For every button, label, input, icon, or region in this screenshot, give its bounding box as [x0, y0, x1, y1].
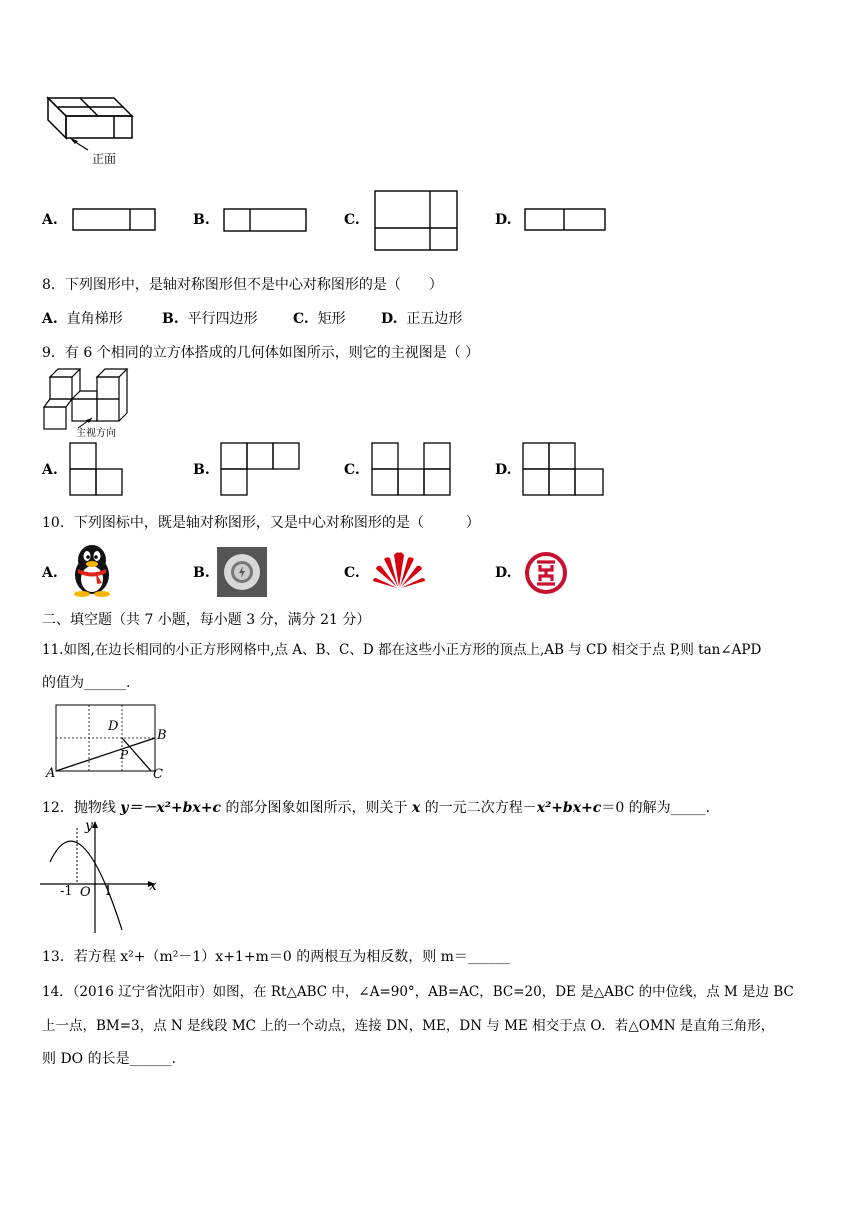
q11-point-d: D	[108, 719, 119, 734]
q9-direction-label: 主视方向	[76, 428, 116, 439]
q7-option-a-figure	[72, 208, 158, 232]
q9-option-b-label: B.	[193, 462, 210, 478]
section2-title: 二、填空题（共 7 小题，每小题 3 分，满分 21 分）	[42, 612, 371, 628]
q8-option-b-label: B.	[162, 311, 179, 327]
q10-option-a-penguin-icon	[66, 543, 118, 597]
q12-prefix: 12．抛物线	[42, 800, 121, 816]
q14-line2: 上一点，BM=3，点 N 是线段 MC 上的一个动点，连接 DN，ME，DN 与 ME 相交于点 O．若△OMN 是直角三角形，	[42, 1018, 775, 1034]
q9-option-d-label: D.	[495, 462, 512, 478]
q12-suffix: ＝0 的解为_____.	[601, 800, 711, 816]
q8-option-b	[162, 308, 258, 328]
q12-tick-1: 1	[104, 884, 113, 899]
q8-option-d-text: 正五边形	[406, 311, 463, 327]
q7-option-c-label: C.	[344, 212, 360, 228]
q8-option-a	[42, 308, 123, 328]
q12-mid: 的部分图象如图所示，则关于	[221, 800, 412, 816]
q9-option-d-figure	[522, 442, 606, 498]
q12-axis-x-label: x	[149, 878, 157, 894]
q11-line1: 11.如图,在边长相同的小正方形网格中,点 A、B、C、D 都在这些小正方形的顶点上,AB 与 CD 相交于点 P,则 tan∠APD	[42, 642, 762, 658]
q12-tick-neg1: -1	[60, 884, 73, 899]
q10-option-d-bank-logo-icon	[524, 551, 568, 595]
q7-option-a-label: A.	[42, 212, 58, 228]
q11-point-a: A	[46, 766, 56, 781]
q10-stem: 10．下列图标中，既是轴对称图形，又是中心对称图形的是（ ）	[42, 515, 480, 531]
q9-stem: 9．有 6 个相同的立方体搭成的几何体如图所示，则它的主视图是（ ）	[42, 345, 480, 361]
q10-option-a-label: A.	[42, 565, 58, 581]
q8-option-b-text: 平行四边形	[187, 311, 258, 327]
q9-option-c-figure	[371, 442, 453, 498]
q14-line1: 14．（2016 辽宁省沈阳市）如图，在 Rt△ABC 中，∠A=90°，AB=AC，BC=20，DE 是△ABC 的中位线，点 M 是边 BC	[42, 984, 794, 1000]
q8-option-d-label: D.	[381, 311, 398, 327]
q7-option-b-label: B.	[193, 212, 210, 228]
q7-front-label: 正面	[92, 152, 117, 166]
q8-option-d	[381, 308, 462, 328]
q10-option-c-label: C.	[344, 565, 360, 581]
q9-option-a-label: A.	[42, 462, 58, 478]
q12-stem	[42, 797, 710, 817]
q10-option-b-disc-icon	[216, 546, 268, 598]
q11-point-b: B	[157, 728, 167, 743]
q9-option-b-figure	[220, 442, 302, 498]
q9-option-a-figure	[69, 442, 125, 498]
q9-option-c-label: C.	[344, 462, 360, 478]
q14-line3: 则 DO 的长是______.	[42, 1051, 177, 1067]
q11-point-p: P	[120, 748, 129, 762]
q10-option-c-huawei-icon	[372, 549, 426, 589]
q12-mid2: 的一元二次方程－	[420, 800, 537, 816]
q10-option-d-label: D.	[495, 565, 512, 581]
q11-point-c: C	[153, 767, 163, 782]
q13-stem: 13．若方程 x²+（m²－1）x+1+m＝0 的两根互为相反数，则 m＝______	[42, 949, 510, 965]
q8-option-c-label: C.	[293, 311, 309, 327]
q8-option-c	[293, 308, 346, 328]
q8-option-a-text: 直角梯形	[66, 311, 123, 327]
q8-stem: 8．下列图形中，是轴对称图形但不是中心对称图形的是（ ）	[42, 277, 443, 293]
q12-eq2: x²+bx+c	[536, 800, 602, 816]
q12-origin-label: O	[80, 885, 91, 900]
q12-var: x	[411, 800, 421, 816]
q7-option-d-label: D.	[495, 212, 512, 228]
q7-option-b-figure	[223, 208, 309, 234]
q11-line2: 的值为______.	[42, 675, 131, 691]
q7-option-c-figure	[374, 190, 460, 252]
q7-option-d-figure	[524, 208, 608, 232]
q8-option-a-label: A.	[42, 311, 58, 327]
q10-option-b-label: B.	[193, 565, 210, 581]
q12-eq1: y＝－x²+bx+c	[120, 800, 221, 816]
q8-option-c-text: 矩形	[317, 311, 346, 327]
q12-axis-y-label: y	[85, 818, 93, 834]
